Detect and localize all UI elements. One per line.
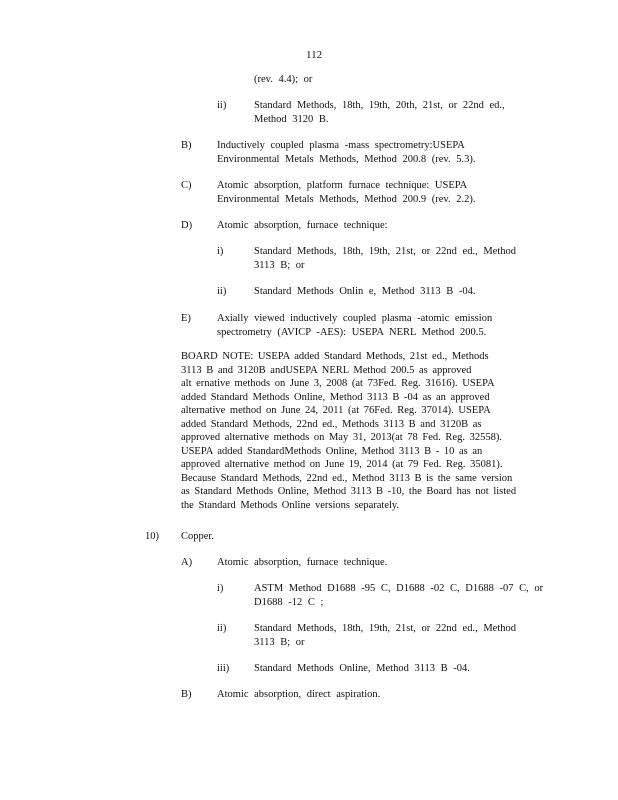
item-10-b-label: B)	[181, 689, 192, 700]
item-10-a-i-line1: ASTM Method D1688 -95 C, D1688 -02 C, D1688 -07 C, or	[254, 583, 544, 594]
item-10-a-label: A)	[181, 557, 193, 568]
item-ii-line2: Method 3120 B.	[254, 113, 329, 125]
item-c-text	[217, 179, 476, 206]
item-10-a-iii-text: Standard Methods Online, Method 3113 B -04.	[254, 663, 470, 674]
item-10-a-ii-text	[254, 622, 516, 649]
item-d-i-label: i)	[217, 246, 224, 257]
board-note-line: BOARD NOTE: USEPA added Standard Methods, 21st ed., Methods	[181, 351, 489, 362]
board-note-line: the Standard Methods Online versions separately.	[181, 499, 400, 511]
item-10-a-iii-label: iii)	[217, 663, 230, 674]
item-d-ii-label: ii)	[217, 286, 227, 297]
board-note-line: added Standard Methods Online, Method 3113 B -04 as an approved	[181, 391, 490, 403]
board-note-line: 3113 B and 3120B andUSEPA NERL Method 200.5 as approved	[181, 364, 472, 376]
item-b-text	[217, 139, 476, 166]
item-10-a-ii-label: ii)	[217, 623, 227, 634]
item-c-line1: Atomic absorption, platform furnace technique: USEPA	[217, 180, 468, 191]
item-d-ii-text: Standard Methods Onlin e, Method 3113 B -04.	[254, 286, 476, 297]
item-e-label: E)	[181, 313, 191, 324]
board-note-line: approved alternative methods on May 31, 2013(at 78 Fed. Reg. 32558).	[181, 432, 502, 443]
item-d-label: D)	[181, 220, 193, 231]
item-10-title: Copper.	[181, 531, 214, 542]
item-ii-line1: Standard Methods, 18th, 19th, 20th, 21st, or 22nd ed.,	[254, 100, 505, 111]
item-c-label: C)	[181, 180, 192, 191]
item-10-a-i-text	[254, 582, 543, 609]
item-b-line2: Environmental Metals Methods, Method 200.8 (rev. 5.3).	[217, 153, 476, 165]
item-10-a-ii-line1: Standard Methods, 18th, 19th, 21st, or 22nd ed., Method	[254, 623, 516, 634]
item-10-a-i-line2: D1688 -12 C ;	[254, 596, 324, 608]
item-10-a-i-label: i)	[217, 583, 224, 594]
item-c-line2: Environmental Metals Methods, Method 200.9 (rev. 2.2).	[217, 193, 476, 205]
item-d-i-text	[254, 245, 516, 272]
continuation-line: (rev. 4.4); or	[254, 74, 313, 85]
item-d-title: Atomic absorption, furnace technique:	[217, 220, 388, 231]
board-note-line: alternative method on June 24, 2011 (at 76Fed. Reg. 37014). USEPA	[181, 405, 491, 416]
item-e-line1: Axially viewed inductively coupled plasma -atomic emission	[217, 313, 493, 324]
item-10-a-ii-line2: 3113 B; or	[254, 636, 305, 648]
item-b-label: B)	[181, 140, 192, 151]
item-10-b-text: Atomic absorption, direct aspiration.	[217, 689, 381, 700]
board-note-line: as Standard Methods Online, Method 3113 B -10, the Board has not listed	[181, 486, 517, 497]
item-d-i-line2: 3113 B; or	[254, 259, 305, 271]
page-number: 112	[306, 49, 323, 61]
board-note-line: alt ernative methods on June 3, 2008 (at 73Fed. Reg. 31616). USEPA	[181, 378, 495, 389]
item-ii-text	[254, 99, 505, 126]
item-b-line1: Inductively coupled plasma -mass spectrometry:USEPA	[217, 140, 465, 151]
board-note-line: added Standard Methods, 22nd ed., Methods 3113 B and 3120B as	[181, 418, 482, 430]
item-ii-label: ii)	[217, 100, 227, 111]
board-note-line: approved alternative method on June 19, 2014 (at 79 Fed. Reg. 35081).	[181, 459, 503, 470]
item-10-a-title: Atomic absorption, furnace technique.	[217, 557, 388, 568]
item-e-line2: spectrometry (AVICP -AES): USEPA NERL Method 200.5.	[217, 326, 487, 338]
board-note	[181, 350, 516, 512]
item-d-i-line1: Standard Methods, 18th, 19th, 21st, or 22nd ed., Method	[254, 246, 516, 257]
board-note-line: Because Standard Methods, 22nd ed., Method 3113 B is the same version	[181, 472, 513, 484]
item-e-text	[217, 312, 492, 339]
board-note-line: USEPA added StandardMethods Online, Method 3113 B - 10 as an	[181, 445, 483, 457]
item-10-label: 10)	[145, 531, 159, 542]
